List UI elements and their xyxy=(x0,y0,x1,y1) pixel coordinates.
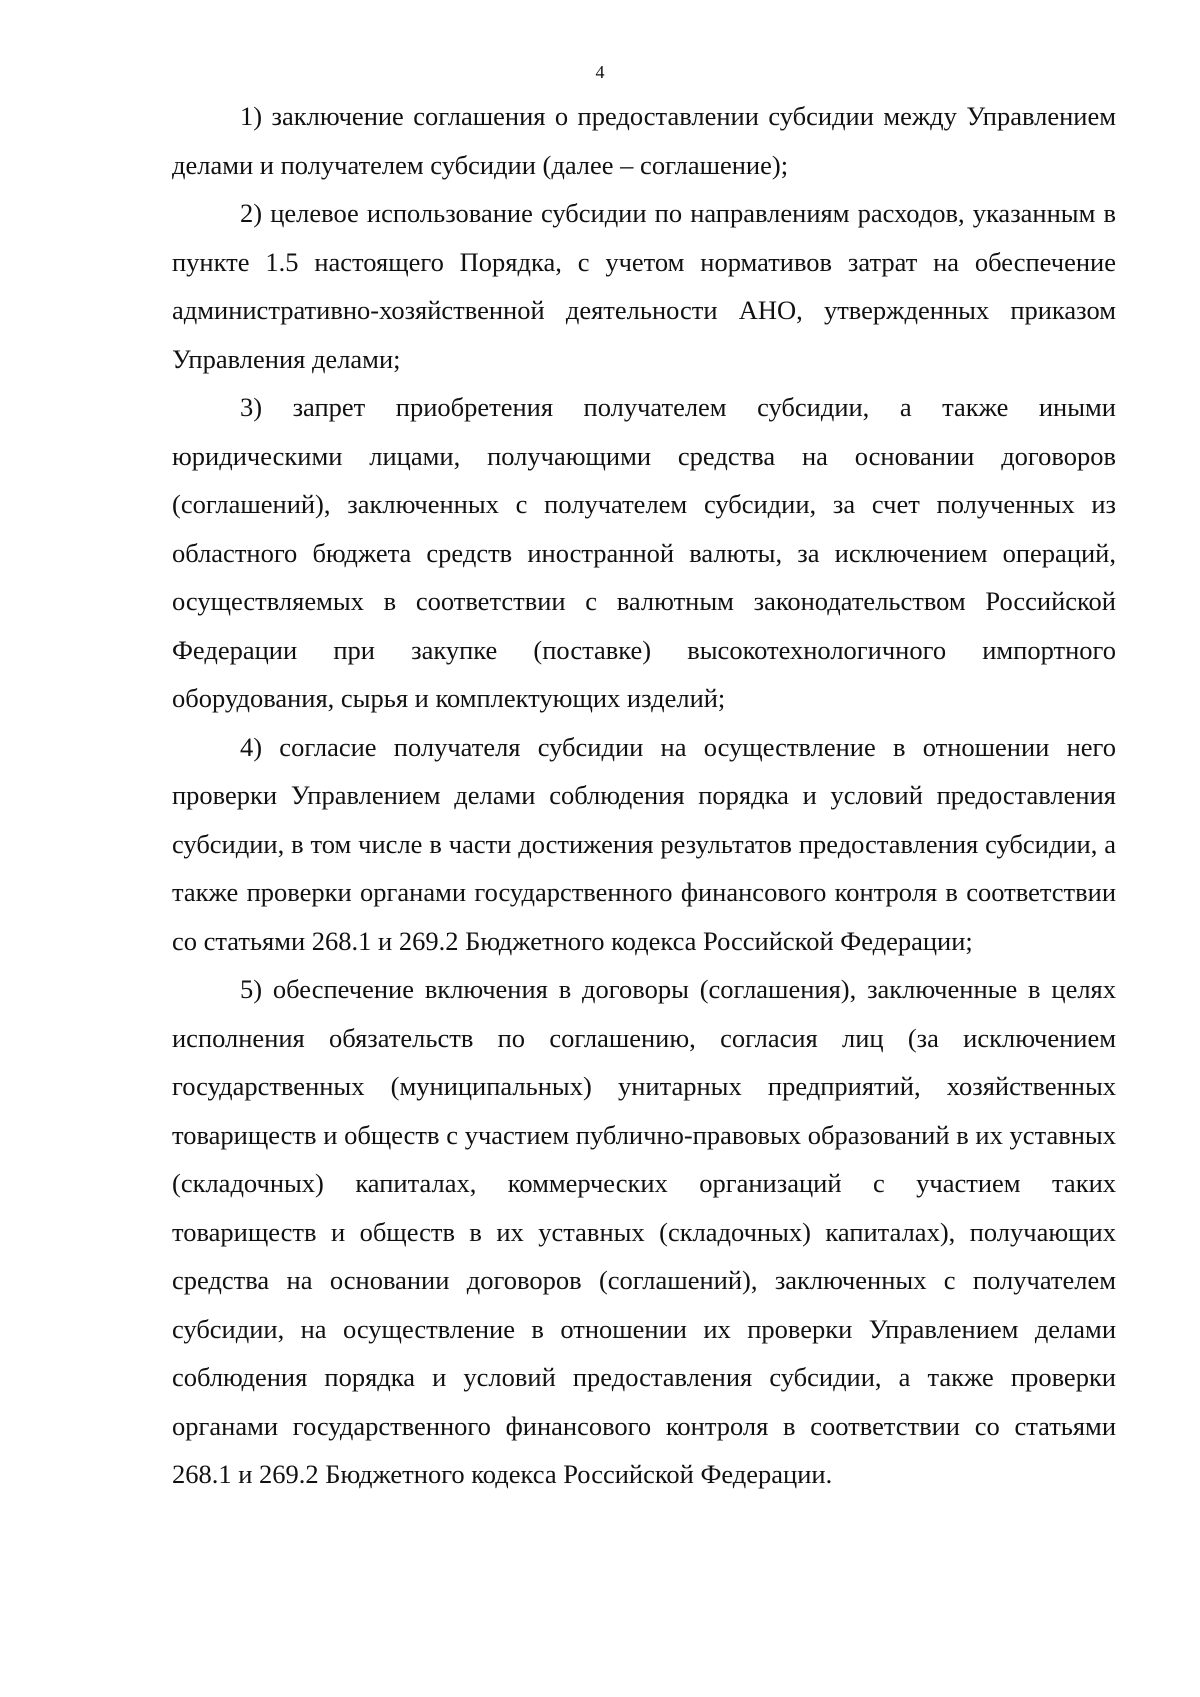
paragraph-item-4: 4) согласие получателя субсидии на осуществление в отношении него проверки Управлением делами соблюдения порядка и условий предоставления субсидии, в том числе в части достижения результатов предоставления субсидии, а также проверки органами государственного финансового контроля в соответствии со статьями 268.1 и 269.2 Бюджетного кодекса Российской Федерации; xyxy=(172,731,1116,956)
page-number: 4 xyxy=(595,62,605,82)
paragraph-item-1: 1) заключение соглашения о предоставлении субсидии между Управлением делами и получателем субсидии (далее – соглашение); xyxy=(172,101,1116,180)
document-body xyxy=(172,92,1116,1499)
paragraph-item-3: 3) запрет приобретения получателем субсидии, а также иными юридическими лицами, получающими средства на основании договоров (соглашений), заключенных с получателем субсидии, за счет полученных из областного бюджета средств иностранной валюты, за исключением операций, осуществляемых в соответствии с валютным законодательством Российской Федерации при закупке (поставке) высокотехнологичного импортного оборудования, сырья и комплектующих изделий; xyxy=(172,392,1116,713)
paragraph-item-5: 5) обеспечение включения в договоры (соглашения), заключенные в целях исполнения обязательств по соглашению, согласия лиц (за исключением государственных (муниципальных) унитарных предприятий, хозяйственных товариществ и обществ с участием публично-правовых образований в их уставных (складочных) капиталах, коммерческих организаций с участием таких товариществ и обществ в их уставных (складочных) капиталах), получающих средства на основании договоров (соглашений), заключенных с получателем субсидии, на осуществление в отношении их проверки Управлением делами соблюдения порядка и условий предоставления субсидии, а также проверки органами государственного финансового контроля в соответствии со статьями 268.1 и 269.2 Бюджетного кодекса Российской Федерации. xyxy=(172,974,1116,1489)
paragraph-item-2: 2) целевое использование субсидии по направлениям расходов, указанным в пункте 1.5 настоящего Порядка, с учетом нормативов затрат на обеспечение административно-хозяйственной деятельности АНО, утвержденных приказом Управления делами; xyxy=(172,198,1116,374)
